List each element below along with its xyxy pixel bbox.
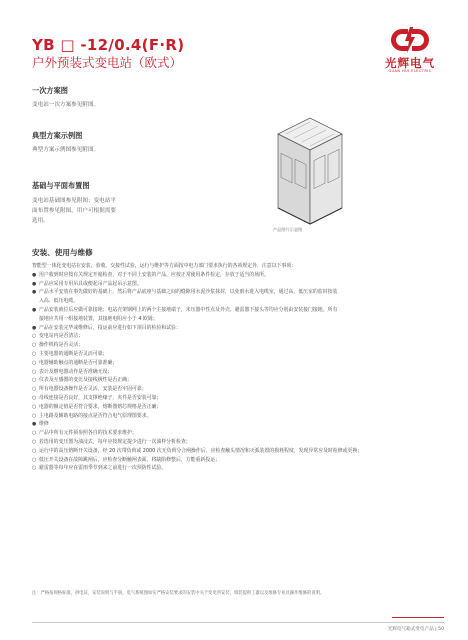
install-list-item — [32, 385, 444, 394]
bullet-dot-icon: ● — [32, 324, 37, 331]
install-list-text: 变电站内是否清洁； — [39, 333, 84, 340]
section-heading-primary-scheme: 一次方案图 — [32, 86, 68, 95]
figure-caption: 产品图片示意图 — [273, 227, 303, 232]
bullet-circle-icon: ○ — [32, 359, 37, 366]
install-list-item — [32, 438, 444, 447]
install-list-text: 电器辅助触点的通断是否可靠准确； — [39, 359, 118, 366]
install-list-item — [32, 280, 444, 289]
install-list-item — [32, 315, 444, 324]
install-list-item — [32, 359, 444, 368]
install-list-item — [32, 394, 444, 403]
bullet-circle-icon: ○ — [32, 333, 37, 340]
bullet-dot-icon: ● — [32, 421, 37, 428]
install-list-item — [32, 447, 444, 456]
install-list-item — [32, 350, 444, 359]
page-subtitle: 户外预装式变电站（欧式） — [32, 55, 183, 70]
install-list-item — [32, 456, 444, 465]
install-list-item — [32, 376, 444, 385]
install-list-item — [32, 271, 444, 280]
install-list-text: 操作机构是否灵活； — [39, 342, 84, 349]
install-list-text: 主要电器的通断是否灵活可靠； — [39, 350, 108, 357]
install-list-text: 电器的额定值是否符合要求，熔断器熔芯规格是否正确； — [39, 403, 162, 410]
section-heading-foundation: 基础与平面布置图 — [32, 181, 90, 190]
install-list-text: 维修 — [39, 421, 49, 428]
install-list-text: 低压开关设备在故障跳闸后，应检查分断触闸表面，将缺陷修整后，方能重新投运； — [39, 456, 220, 463]
install-list-item — [32, 288, 444, 297]
install-list-text: 用户收到时应按有关规定开箱检查，对于不同上安装的产品，应按正常使用条件检定，存放于适当的场所。 — [39, 271, 269, 278]
bullet-circle-icon: ○ — [32, 430, 37, 437]
install-list-item — [32, 306, 444, 315]
install-list-text: 产品应采用专用吊具或便起吊产品起吊示意图。 — [39, 280, 142, 287]
install-list-item — [32, 324, 444, 333]
bullet-circle-icon: ○ — [32, 394, 37, 401]
install-list-item — [32, 341, 444, 350]
bullet-circle-icon: ○ — [32, 377, 37, 384]
install-list-text: 产品水平安放在事先做好的基础上，然后将产品底座与基础之间的缝隙用水泥沙浆抹封，以免雨水进入电缆室，通过高、低压室的监封按装 — [39, 289, 338, 296]
bullet-circle-icon: ○ — [32, 412, 37, 419]
install-list-item — [32, 403, 444, 412]
footnote: 注：严格按规格标准，供电证，安装说明与手册，电气系统图如实严格安装要求的安装中关于变电所安装，填装提供工器以及维修专业具操作维修的说明。 — [32, 591, 325, 596]
brand-logo-icon — [385, 25, 435, 55]
section-text-primary-scheme: 变电站一次方案参见附图。 — [32, 102, 100, 108]
install-body — [32, 262, 444, 473]
install-list-item — [32, 297, 444, 306]
bullet-circle-icon: ○ — [32, 403, 37, 410]
section-text-typical-scheme: 典型方案示例图参见附图。 — [32, 147, 100, 153]
install-intro: 智能型一体化变电站在安装、验收、交接性试验、运行与维护等方面按中电力部门要求执行的各项规定外，注意以下事项： — [32, 263, 297, 269]
install-list-text: 主电路及辅助电路的接点是否符合电气原理图要求。 — [39, 412, 152, 419]
bullet-circle-icon: ○ — [32, 438, 37, 445]
bullet-dot-icon: ● — [32, 289, 37, 296]
page-title: YB □ -12/0.4(F·R) — [32, 36, 185, 54]
brand-name: 光辉电气 — [385, 56, 435, 70]
install-list-text: 表计及继电器动作是否准确无误； — [39, 368, 113, 375]
install-list-text: 产品中所有元件须参照各自的技术要求维护； — [39, 430, 137, 437]
install-list-text: 所有电器设备操作是否灵活，安装是否牢固可靠； — [39, 386, 147, 393]
install-list-text: 产品安装就位后应做可靠接地；电站壳架钢网上的两个主接地端子，未压器中性点及外壳、避雷器下接头等均应分别由安装接门接地。所有 — [39, 306, 338, 313]
section-heading-typical-scheme: 典型方案示例图 — [32, 131, 83, 140]
bullet-circle-icon: ○ — [32, 342, 37, 349]
install-list-text: 仪表及互感器的变比及接线极性是否正确； — [39, 377, 132, 384]
install-list-text: 产品在安装完毕或维修后，投运前应进行如下项目的检验和试验： — [39, 324, 181, 331]
install-list-text: 入高、低压电缆。 — [39, 298, 79, 305]
section-text-foundation: 变电站基础图参见附图；变电站平面布置参见附图，用户可根据需要选用。 — [32, 198, 116, 224]
bullet-circle-icon: ○ — [32, 456, 37, 463]
brand-logo — [377, 25, 443, 73]
product-figure-image — [270, 112, 348, 228]
bullet-circle-icon: ○ — [32, 386, 37, 393]
install-list-item — [32, 429, 444, 438]
install-list-text: 避雷器等每年应在雷雨季节到来之前进行一次预防性试验。 — [39, 465, 167, 472]
brand-name-en: GUAN HUI ELECTRIC — [388, 69, 432, 73]
install-list-item — [32, 412, 444, 421]
bullet-circle-icon: ○ — [32, 447, 37, 454]
install-list-item — [32, 420, 444, 429]
install-list-text: 运行中的高压熔断开关设备，经 20 次带负荷或 2000 次无负荷分合闸操作后，应检查触头情况和灭弧装置的损耗程度，发现异常应及时检修或更换； — [39, 447, 363, 454]
bullet-dot-icon: ● — [32, 306, 37, 313]
install-section-heading: 安装、使用与维修 — [32, 248, 93, 257]
install-list-text: 接地应共用一组接地装置，其接地电阻应小于 4 欧姆； — [39, 315, 158, 322]
install-list-item — [32, 464, 444, 473]
bullet-dot-icon: ● — [32, 271, 37, 278]
bullet-circle-icon: ○ — [32, 350, 37, 357]
install-list-text: 母线连接是否良好，其支撑绝缘子，夹件是否安装可靠； — [39, 394, 162, 401]
bullet-circle-icon: ○ — [32, 368, 37, 375]
install-list-item — [32, 332, 444, 341]
install-list-item — [32, 368, 444, 377]
bullet-dot-icon: ● — [32, 280, 37, 287]
install-list-text: 若选用的变压器为油浸式，每年应按规定提少进行一次油样分析检查； — [39, 438, 191, 445]
footer-page-label: 光辉电气箱式变电产品 | 50 — [387, 627, 444, 632]
bullet-circle-icon: ○ — [32, 465, 37, 472]
footer-rule — [32, 622, 444, 623]
